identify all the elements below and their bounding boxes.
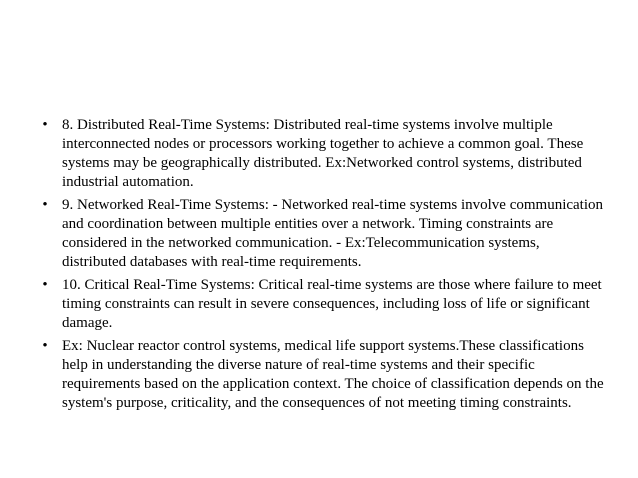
- bullet-icon: •: [42, 197, 48, 213]
- bullet-item-examples: [38, 337, 604, 413]
- bullet-list: [38, 116, 604, 417]
- bullet-text: 8. Distributed Real-Time Systems: Distributed real-time systems involve multiple interconnected nodes or processors working together to achieve a common goal. These systems may be geographically distributed. Ex:Networked control systems, distributed industrial automation.: [62, 117, 584, 190]
- bullet-item-critical: [38, 276, 604, 333]
- bullet-item-networked: [38, 196, 604, 272]
- bullet-icon: •: [42, 117, 48, 133]
- bullet-icon: •: [42, 277, 48, 293]
- bullet-item-distributed: [38, 116, 604, 192]
- bullet-text: Ex: Nuclear reactor control systems, medical life support systems.These classifications help in understanding the diverse nature of real-time systems and their specific requirements based on the application context. The choice of classification depends on the system's purpose, criticality, and the consequences of not meeting timing constraints.: [62, 338, 604, 411]
- bullet-icon: •: [42, 338, 48, 354]
- bullet-text: 10. Critical Real-Time Systems: Critical real-time systems are those where failure to meet timing constraints can result in severe consequences, including loss of life or significant damage.: [62, 277, 602, 331]
- bullet-text: 9. Networked Real-Time Systems: - Networked real-time systems involve communication and coordination between multiple entities over a network. Timing constraints are considered in the networked communication. - Ex:Telecommunication systems, distributed databases with real-time requirements.: [62, 197, 604, 270]
